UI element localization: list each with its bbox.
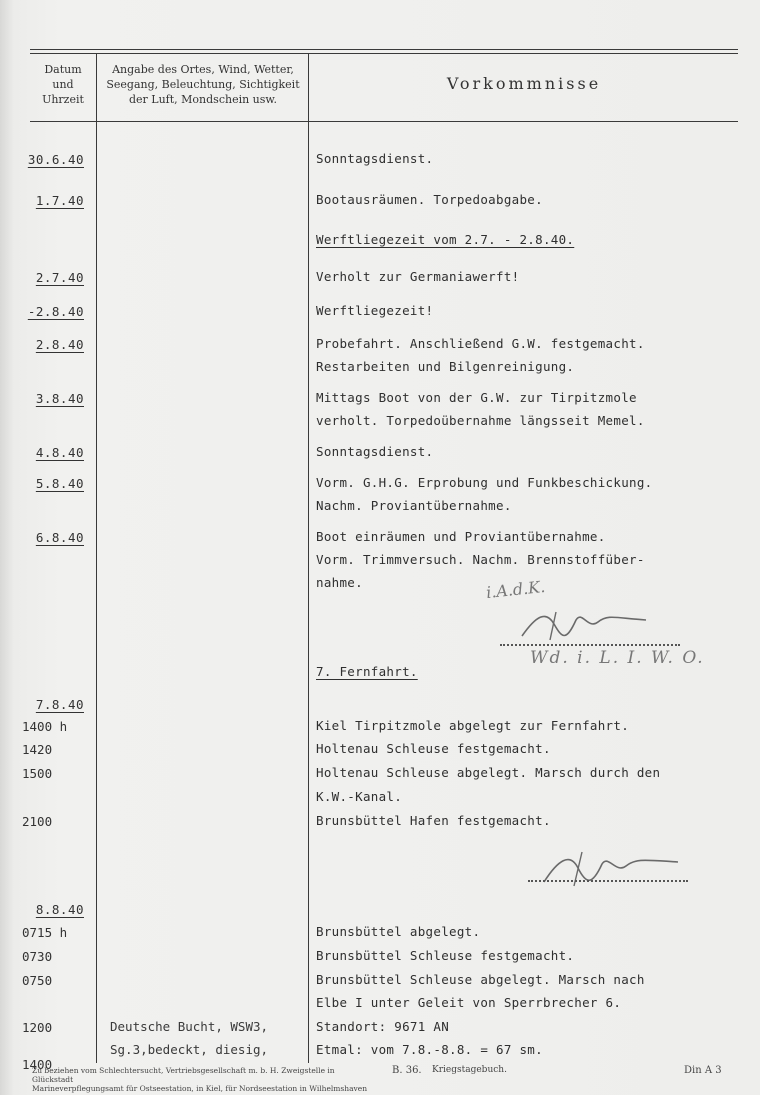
event-line: Etmal: vom 7.8.-8.8. = 67 sm.: [316, 1042, 543, 1057]
date-entry: 5.8.40: [35, 476, 84, 491]
date-entry: 30.6.40: [27, 152, 84, 167]
header-place-line-2: Seegang, Beleuchtung, Sichtigkeit: [106, 78, 300, 91]
footer-publisher-line-2: Marineverpflegungsamt für Ostseestation, in Kiel, für Nordseestation in Wilhelmshaven: [32, 1084, 368, 1093]
date-entry: 2.8.40: [35, 337, 84, 352]
handwritten-initials: i.A.d.K.: [485, 576, 547, 603]
header-top-rule-2: [30, 53, 738, 54]
event-line: Boot einräumen und Proviantübernahme.: [316, 529, 606, 544]
event-line: Brunsbüttel Hafen festgemacht.: [316, 813, 551, 828]
date-column-divider: [96, 53, 97, 1063]
event-line: Kiel Tirpitzmole abgelegt zur Fernfahrt.: [316, 718, 630, 733]
event-heading: 7. Fernfahrt.: [316, 664, 418, 679]
event-heading: Werftliegezeit vom 2.7. - 2.8.40.: [316, 232, 575, 247]
event-line: Verholt zur Germaniawerft!: [316, 269, 520, 284]
event-line: Restarbeiten und Bilgenreinigung.: [316, 359, 575, 374]
time-entry: 1420: [22, 742, 53, 757]
event-line: Sonntagsdienst.: [316, 151, 434, 166]
event-line: Mittags Boot von der G.W. zur Tirpitzmole: [316, 390, 637, 405]
event-line: Probefahrt. Anschließend G.W. festgemacht.: [316, 336, 645, 351]
signature-dotted-line: [528, 880, 688, 882]
header-date-line-3: Uhrzeit: [42, 93, 84, 106]
header-events-title: Vorkommnisse: [446, 74, 602, 93]
header-date-column: [32, 62, 94, 107]
event-line: Brunsbüttel Schleuse abgelegt. Marsch nach: [316, 972, 645, 987]
footer-din: Din A 3: [684, 1065, 722, 1076]
footer-form-name: Kriegstagebuch.: [432, 1065, 507, 1075]
date-entry: 6.8.40: [35, 530, 84, 545]
date-entry: 8.8.40: [35, 902, 84, 917]
event-line: verholt. Torpedoübernahme längsseit Memel.: [316, 413, 645, 428]
event-line: Brunsbüttel abgelegt.: [316, 924, 481, 939]
time-entry: 0730: [22, 949, 53, 964]
date-entry: 1.7.40: [35, 193, 84, 208]
event-line: Elbe I unter Geleit von Sperrbrecher 6.: [316, 995, 622, 1010]
signature-1: [516, 606, 656, 646]
header-date-line-2: und: [52, 78, 74, 91]
header-place-line-1: Angabe des Ortes, Wind, Wetter,: [112, 63, 294, 76]
time-entry: 1500: [22, 766, 53, 781]
date-entry: 2.7.40: [35, 270, 84, 285]
place-column-divider: [308, 53, 309, 1063]
event-line: K.W.-Kanal.: [316, 789, 403, 804]
event-line: Brunsbüttel Schleuse festgemacht.: [316, 948, 575, 963]
header-bottom-rule: [30, 121, 738, 122]
footer-publisher-line-1: Zu beziehen vom Schlechtersucht, Vertriebsgesellschaft m. b. H. Zweigstelle in Glückstadt: [32, 1066, 335, 1084]
place-weather-line: Sg.3,bedeckt, diesig,: [110, 1042, 269, 1057]
footer-publisher: [32, 1066, 372, 1093]
time-entry: 1200: [22, 1020, 53, 1035]
event-line: Holtenau Schleuse abgelegt. Marsch durch den: [316, 765, 661, 780]
event-line: Vorm. Trimmversuch. Nachm. Brennstoffüber-: [316, 552, 645, 567]
header-date-line-1: Datum: [44, 63, 82, 76]
header-place-column: [100, 62, 306, 107]
event-line: Nachm. Proviantübernahme.: [316, 498, 512, 513]
date-entry: -2.8.40: [27, 304, 84, 319]
header-events-column: [312, 76, 736, 93]
date-entry: 3.8.40: [35, 391, 84, 406]
place-weather-line: Deutsche Bucht, WSW3,: [110, 1019, 269, 1034]
signature-dotted-line: [500, 644, 680, 646]
time-entry: 1400 h: [22, 719, 68, 734]
event-line: nahme.: [316, 575, 363, 590]
time-entry: 0715 h: [22, 925, 68, 940]
event-line: Holtenau Schleuse festgemacht.: [316, 741, 551, 756]
footer-form-number: B. 36.: [392, 1065, 422, 1076]
event-line: Werftliegezeit!: [316, 303, 434, 318]
signature-2: [536, 846, 686, 892]
header-place-line-3: der Luft, Mondschein usw.: [128, 93, 278, 106]
event-line: Vorm. G.H.G. Erprobung und Funkbeschickung.: [316, 475, 653, 490]
time-entry: 2100: [22, 814, 53, 829]
event-line: Standort: 9671 AN: [316, 1019, 450, 1034]
event-line: Sonntagsdienst.: [316, 444, 434, 459]
time-entry: 0750: [22, 973, 53, 988]
time-entry: 1400: [22, 1057, 53, 1072]
handwritten-rank: Wd. i. L. I. W. O.: [530, 648, 705, 668]
event-line: Bootausräumen. Torpedoabgabe.: [316, 192, 543, 207]
header-top-rule: [30, 49, 738, 50]
date-entry: 4.8.40: [35, 445, 84, 460]
date-entry: 7.8.40: [35, 697, 84, 712]
